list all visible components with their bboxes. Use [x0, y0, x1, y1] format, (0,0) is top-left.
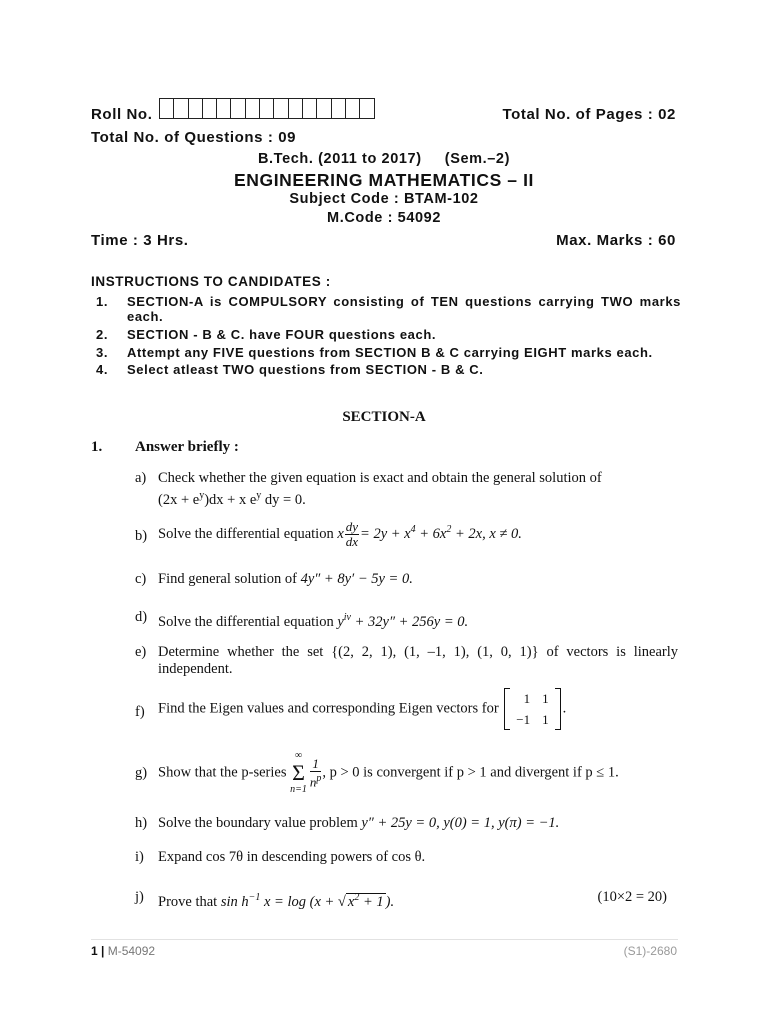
- question-e: [135, 644, 678, 678]
- question-d-text: Solve the differential equation: [158, 613, 338, 630]
- footer-mcode: M-54092: [107, 944, 156, 958]
- question-a: [135, 470, 678, 509]
- question-label: e): [135, 644, 147, 660]
- instruction-number: 3.: [96, 345, 109, 360]
- exam-time: Time : 3 Hrs.: [91, 232, 189, 249]
- question-b-equation: x $\frac{dy}{dx}$ = $2y + x^4 + 6x^2 + 2x$, x ≠ 0.: [337, 519, 522, 549]
- question-c-text: Find general solution of: [158, 571, 301, 587]
- question-label: g): [135, 765, 148, 781]
- instruction-number: 4.: [96, 362, 109, 377]
- summation-symbol: ∞ Σ n=1: [290, 750, 307, 795]
- question-label: i): [135, 849, 144, 865]
- question-g-text: Show that the p-series: [158, 764, 291, 781]
- footer-paper-code: (S1)-2680: [623, 944, 677, 958]
- question-d-equation: $y^{iv} + 32y'' + 256y = 0$.: [337, 612, 469, 630]
- question-h-text: Solve the boundary value problem: [158, 815, 362, 831]
- instruction-item: [91, 327, 681, 342]
- question-b-text: Solve the differential equation: [158, 525, 338, 542]
- question-label: h): [135, 815, 148, 831]
- course-line: B.Tech. (2011 to 2017) (Sem.–2): [257, 151, 511, 167]
- question-c: [135, 571, 678, 588]
- question-h: [135, 815, 678, 832]
- instruction-number: 2.: [96, 327, 109, 342]
- question-text: [158, 815, 678, 832]
- instruction-number: 1.: [96, 294, 109, 309]
- question-d: [135, 609, 678, 631]
- question-g-tail: , p > 0 is convergent if p > 1 and divergent if p ≤ 1.: [322, 764, 619, 781]
- question-label: f): [135, 704, 145, 720]
- instruction-text: SECTION - B & C. have FOUR questions each.: [127, 327, 437, 342]
- question-title: Answer briefly :: [135, 439, 239, 455]
- question-number: 1.: [91, 439, 103, 455]
- question-label: j): [135, 889, 144, 905]
- question-text: [158, 750, 678, 796]
- instructions-title: INSTRUCTIONS TO CANDIDATES :: [91, 274, 331, 289]
- section-title: SECTION-A: [342, 409, 426, 425]
- question-g: [135, 750, 678, 796]
- instruction-item: [91, 345, 681, 360]
- roll-no-label: Roll No.: [91, 106, 153, 123]
- question-j-equation: $\sin h^{-1}$ x = log (x + √ $x^2 + 1$ ).: [220, 892, 395, 910]
- p-series-fraction: $\frac{1}{n^p}$: [309, 755, 322, 790]
- instruction-text: SECTION-A is COMPULSORY consisting of TEN questions carrying TWO marks each.: [127, 294, 681, 324]
- total-questions: Total No. of Questions : 09: [91, 129, 297, 146]
- question-f-text: Find the Eigen values and corresponding Eigen vectors for: [158, 700, 503, 717]
- max-marks: Max. Marks : 60: [556, 232, 676, 249]
- question-c-equation: 4y″ + 8y′ − 5y = 0.: [300, 571, 413, 587]
- footer-divider: [91, 939, 678, 940]
- matrix: 1 1 −1 1: [504, 688, 560, 730]
- question-text: Determine whether the set {(2, 2, 1), (1, –1, 1), (1, 0, 1)} of vectors is linearly independent.: [158, 644, 678, 677]
- question-text: Find the Eigen values and corresponding Eigen vectors for 1 1 −1 1 .: [158, 688, 678, 730]
- question-text: [158, 470, 678, 509]
- question-i: [135, 849, 678, 866]
- subject-title: ENGINEERING MATHEMATICS – II: [233, 170, 535, 190]
- instruction-item: [91, 294, 681, 324]
- question-label: b): [135, 528, 148, 544]
- question-a-equation: $(2x + e^y)dx + x$ $e^y$ dy = 0.: [158, 490, 306, 508]
- question-j-text: Prove that: [158, 893, 221, 910]
- question-a-text: Check whether the given equation is exact and obtain the general solution of: [158, 470, 602, 486]
- question-text: Expand cos 7θ in descending powers of cos θ.: [158, 849, 426, 865]
- m-code: M.Code : 54092: [327, 210, 441, 226]
- page-number: 1 |: [91, 944, 105, 958]
- question-text: [158, 609, 678, 631]
- question-b: [135, 520, 678, 549]
- question-text: [158, 571, 678, 588]
- subject-code: Subject Code : BTAM-102: [289, 191, 479, 207]
- question-label: a): [135, 470, 147, 486]
- instruction-text: Select atleast TWO questions from SECTION - B & C.: [127, 362, 484, 377]
- question-h-equation: y″ + 25y = 0, y(0) = 1, y(π) = −1.: [361, 815, 560, 831]
- question-label: d): [135, 609, 148, 625]
- instruction-item: [91, 362, 681, 377]
- footer-left: [91, 944, 155, 958]
- question-f: [135, 688, 678, 730]
- question-text: [158, 520, 678, 549]
- section-marks: (10×2 = 20): [597, 889, 667, 905]
- total-pages: Total No. of Pages : 02: [502, 106, 676, 123]
- roll-no-boxes: [159, 98, 375, 119]
- question-label: c): [135, 571, 147, 587]
- instruction-text: Attempt any FIVE questions from SECTION B & C carrying EIGHT marks each.: [127, 345, 653, 360]
